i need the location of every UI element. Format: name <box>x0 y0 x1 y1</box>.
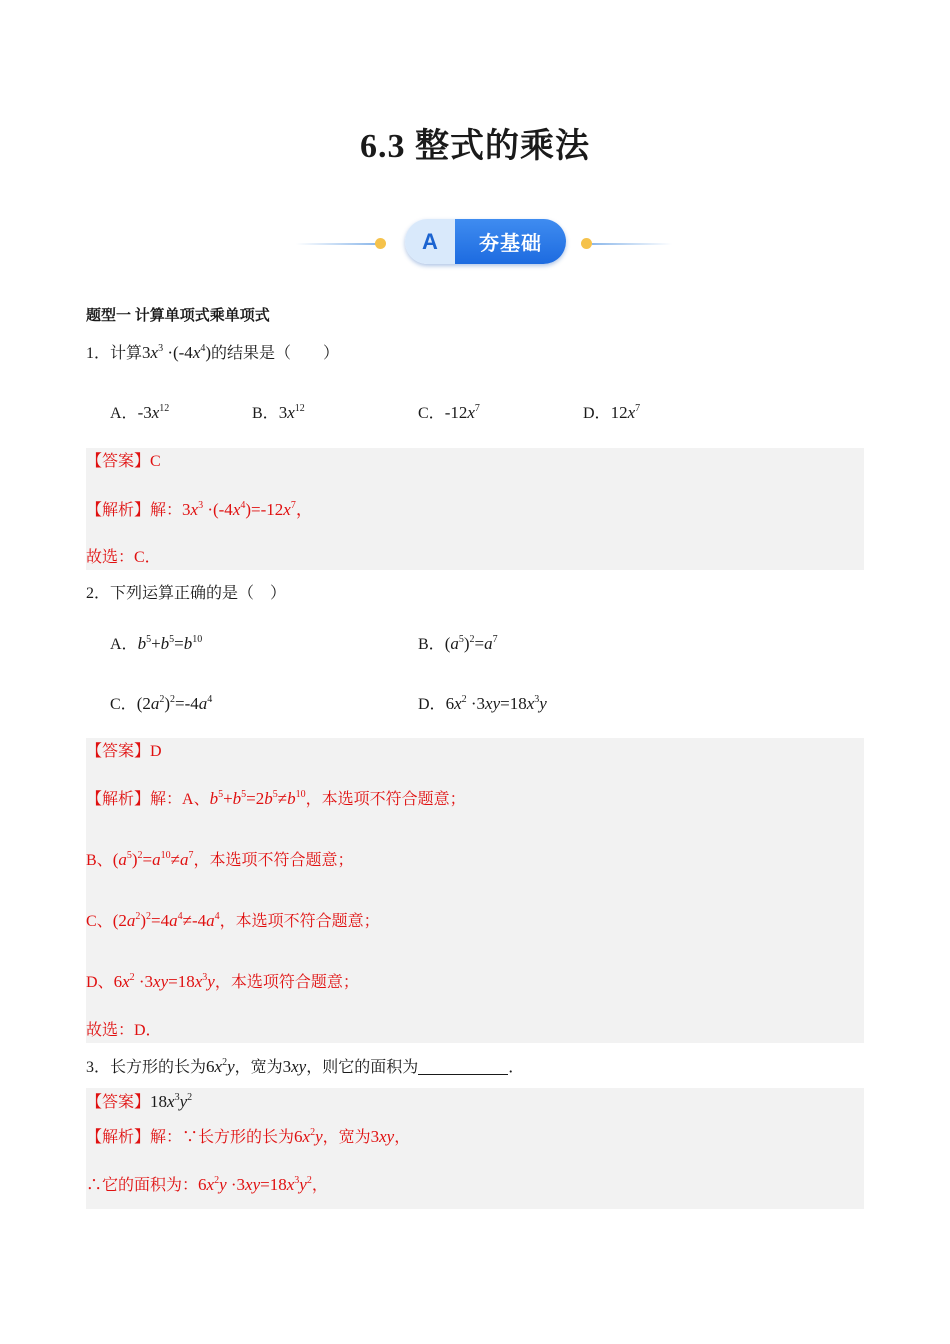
math-expression: $-3x^{12}$ <box>137 403 170 422</box>
section-badge <box>405 219 566 264</box>
analysis-1: 【解析】解：$3x^3 \cdot(-4x^4)=-12x^7$， <box>86 500 313 519</box>
conclusion-2: 故选：D． <box>86 1022 162 1039</box>
math-expression: $3x^3 \cdot(-4x^4)=-12x^7$， <box>182 500 313 519</box>
answer-1: 【答案】C <box>86 453 161 470</box>
question-3: 3．长方形的长为$6x^2y$，宽为3xy，则它的面积为 ． <box>86 1057 525 1076</box>
question-number: 1． <box>86 345 111 362</box>
question-stem-end: 的结果是（ ） <box>211 345 340 362</box>
answer-blank <box>418 1058 508 1075</box>
option-b: B．$3x^{12}$ <box>252 403 305 422</box>
analysis-2-d: D、$6x^2 \cdot 3xy=18x^3y$，本选项符合题意； <box>86 972 359 991</box>
math-expression: $3x^{12}$ <box>278 403 305 422</box>
math-expression: $6x^2y$ <box>294 1127 323 1146</box>
analysis-2-c: C、$(2a^2)^2=4a^4\ne-4a^4$，本选项不符合题意； <box>86 911 380 930</box>
option-d: D．$6x^2 \cdot 3xy=18x^3y$ <box>418 694 547 713</box>
answer-box-2 <box>86 738 864 1043</box>
math-expression: $(2a^2)^2=4a^4\ne-4a^4$ <box>112 911 220 930</box>
math-expression: $12x^7$ <box>610 403 641 422</box>
badge-right-line <box>592 243 672 245</box>
option-d: D．$12x^7$ <box>583 403 641 422</box>
answer-2: 【答案】D <box>86 743 162 760</box>
badge-left-dot <box>375 238 386 249</box>
conclusion-1: 故选：C． <box>86 549 161 566</box>
question-1 <box>86 341 339 366</box>
question-2: 2．下列运算正确的是（ ） <box>86 585 287 602</box>
math-expression: $(a^5)^2=a^{10}\ne a^7$ <box>112 850 194 869</box>
math-expression: 3xy <box>282 1057 307 1076</box>
badge-left-line <box>296 243 376 245</box>
page-title: 6.3 整式的乘法 <box>360 128 590 165</box>
math-expression: $3x^3 \cdot(-4x^4)$ <box>142 343 212 362</box>
math-expression: $(2a^2)^2=-4a^4$ <box>136 694 213 713</box>
badge-text: 夯基础 <box>455 219 566 264</box>
option-a: A．$b^5+b^5=b^{10}$ <box>110 634 203 653</box>
math-expression: $6x^2y$ <box>206 1057 235 1076</box>
badge-right-dot <box>581 238 592 249</box>
math-expression: $b^5+b^5=b^{10}$ <box>137 634 203 653</box>
analysis-3-b: ∴它的面积为：$6x^2y \cdot 3xy=18x^3y^2$， <box>86 1175 328 1194</box>
analysis-2-b: B、$(a^5)^2=a^{10}\ne a^7$，本选项不符合题意； <box>86 850 354 869</box>
analysis-3: 【解析】解：∵长方形的长为$6x^2y$，宽为3xy， <box>86 1127 411 1146</box>
math-expression: $(a^5)^2=a^7$ <box>444 634 498 653</box>
option-c: C．$(2a^2)^2=-4a^4$ <box>110 694 213 713</box>
math-expression: $-12x^7$ <box>444 403 480 422</box>
option-b: B．$(a^5)^2=a^7$ <box>418 634 498 653</box>
badge-letter: A <box>405 219 455 264</box>
math-expression: $6x^2y \cdot 3xy=18x^3y^2$ <box>198 1175 312 1194</box>
analysis-2-a: 【解析】解：A、$b^5+b^5=2b^5\ne b^{10}$，本选项不符合题意； <box>86 789 466 808</box>
option-c: C．$-12x^7$ <box>418 403 480 422</box>
question-stem: 计算 <box>110 345 143 362</box>
option-a: A．$-3x^{12}$ <box>110 403 170 422</box>
math-expression: 3xy <box>370 1127 395 1146</box>
math-expression: $18x^3y^2$ <box>150 1092 193 1111</box>
math-expression: $6x^2 \cdot 3xy=18x^3y$ <box>113 972 215 991</box>
math-expression: $6x^2 \cdot 3xy=18x^3y$ <box>445 694 547 713</box>
answer-3: 【答案】$18x^3y^2$ <box>86 1092 193 1111</box>
section-heading: 题型一 计算单项式乘单项式 <box>86 308 270 324</box>
math-expression: $b^5+b^5=2b^5\ne b^{10}$ <box>209 789 306 808</box>
